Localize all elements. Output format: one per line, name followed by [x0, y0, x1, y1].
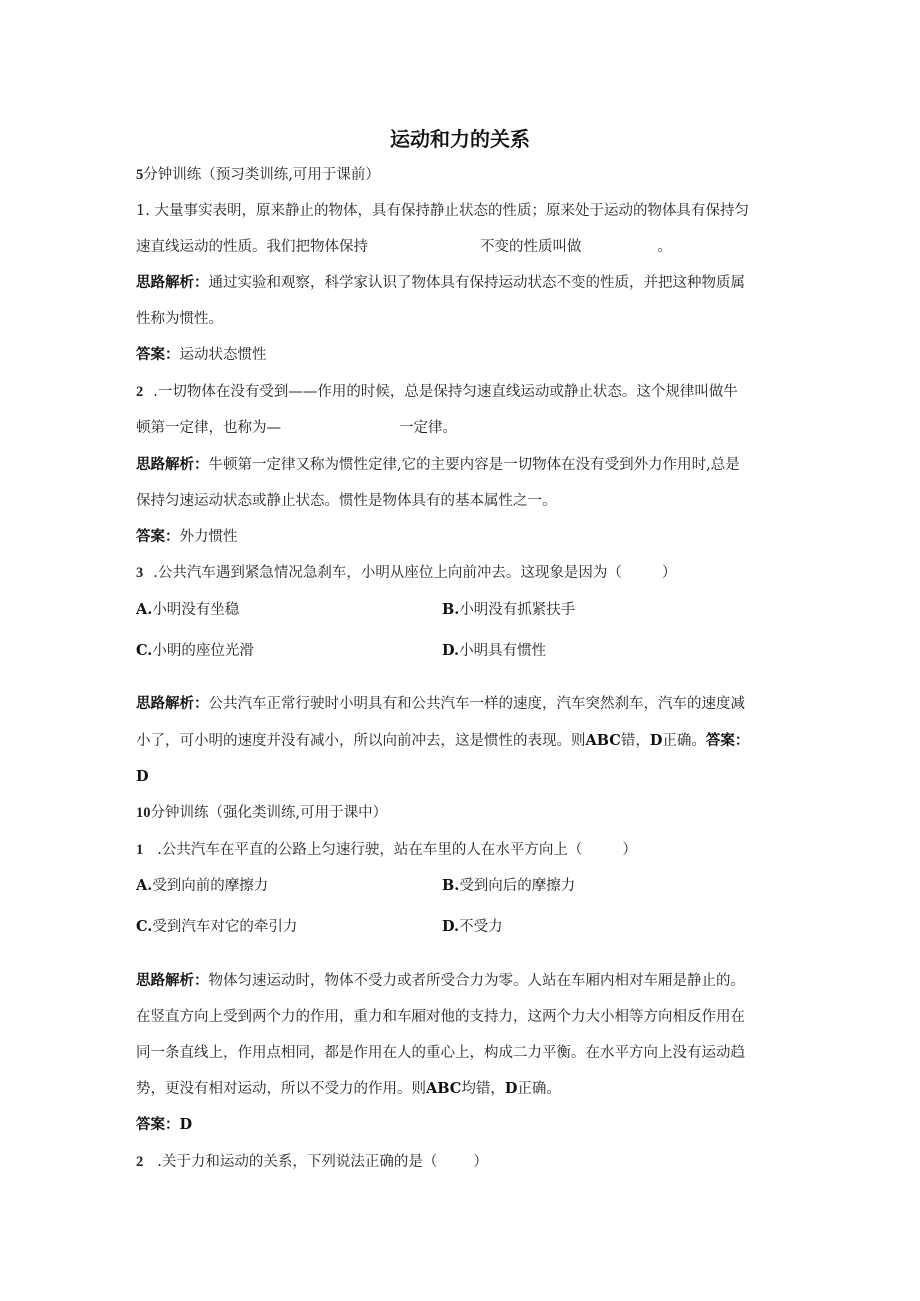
- option-text: 受到向后的摩擦力: [459, 878, 576, 894]
- answer-label: 答案：: [136, 528, 180, 545]
- option-text: 小明具有惯性: [459, 643, 547, 659]
- option-text: 受到向前的摩擦力: [152, 878, 269, 894]
- answer-label: 答案：: [136, 1116, 180, 1133]
- question-1-analysis-line-2: 性称为惯性。: [136, 311, 223, 327]
- option-text: 小明的座位光滑: [152, 643, 254, 659]
- option-letter: C.: [136, 642, 153, 659]
- answer-label: 答案：: [136, 346, 180, 363]
- question-1-text-a: 速直线运动的性质。我们把物体保持: [136, 239, 368, 255]
- question-4-answer: [136, 1115, 192, 1135]
- question-2-answer: [136, 527, 238, 547]
- question-2-text-b: 一定律。: [399, 420, 457, 436]
- question-3-option-d: [442, 641, 546, 661]
- option-ref: D: [504, 1080, 518, 1097]
- option-ref: ABC: [585, 732, 621, 749]
- question-number: 2: [136, 384, 144, 400]
- question-5-stem: [136, 1152, 488, 1172]
- section-label: 分钟训练（强化类训练,可用于课中）: [150, 805, 388, 821]
- option-ref: D: [649, 732, 663, 749]
- question-2-text: .一切物体在没有受到——作用的时候，总是保持匀速直线运动或静止状态。这个规律叫做牛: [153, 384, 738, 400]
- question-1-line-2: [136, 237, 672, 257]
- question-4-analysis-line-4: [136, 1079, 561, 1099]
- section-header-5min: [136, 165, 380, 185]
- option-text: 受到汽车对它的牵引力: [152, 919, 298, 935]
- option-letter: B.: [442, 877, 460, 894]
- analysis-text: 错，: [620, 733, 650, 749]
- bracket-close: ）: [622, 842, 637, 858]
- question-1-text-c: 。: [657, 239, 672, 255]
- option-text: 小明没有抓紧扶手: [459, 602, 576, 618]
- option-letter: C.: [136, 918, 153, 935]
- analysis-text: 牛顿第一定律又称为惯性定律,它的主要内容是一切物体在没有受到外力作用时,总是: [208, 457, 740, 473]
- option-letter: D.: [442, 642, 460, 659]
- question-3-stem: [136, 563, 676, 583]
- analysis-text: 均错，: [461, 1081, 505, 1097]
- question-4-option-d: [442, 917, 503, 937]
- question-2-analysis-line-1: [136, 455, 740, 475]
- option-text: 小明没有坐稳: [152, 602, 240, 618]
- analysis-text: 正确。: [517, 1081, 561, 1097]
- question-4-option-a: [136, 876, 268, 896]
- question-2-line-1: [136, 382, 738, 402]
- analysis-label: 思路解析：: [136, 972, 209, 989]
- option-letter: A.: [136, 601, 153, 618]
- answer-text: 外力惯性: [179, 529, 238, 545]
- analysis-label: 思路解析：: [136, 274, 209, 291]
- answer-text: 运动状态惯性: [179, 347, 267, 363]
- question-4-option-c: [136, 917, 297, 937]
- question-3-analysis-line-2: [136, 731, 749, 751]
- option-letter: B.: [442, 601, 460, 618]
- analysis-text: 小了，可小明的速度并没有减小，所以向前冲去，这是惯性的表现。则: [136, 733, 586, 749]
- section-label: 分钟训练（预习类训练,可用于课前）: [143, 167, 380, 183]
- question-3-option-c: [136, 641, 254, 661]
- question-number: 1: [136, 842, 144, 858]
- analysis-text: 通过实验和观察，科学家认识了物体具有保持运动状态不变的性质，并把这种物质属: [208, 275, 745, 291]
- bracket-close: ）: [661, 565, 677, 581]
- option-ref: ABC: [426, 1080, 462, 1097]
- question-4-analysis-line-1: [136, 971, 745, 991]
- question-2-line-2: [136, 418, 457, 438]
- analysis-text: 势，更没有相对运动，所以不受力的作用。则: [136, 1081, 426, 1097]
- question-2-text-a: 顿第一定律，也称为—: [136, 420, 281, 436]
- question-number: 2: [136, 1154, 144, 1170]
- section-number: 5: [136, 167, 144, 183]
- analysis-text: 公共汽车正常行驶时小明具有和公共汽车一样的速度，汽车突然刹车，汽车的速度减: [208, 696, 745, 712]
- question-1-analysis-line-1: [136, 273, 745, 293]
- document-title: 运动和力的关系: [390, 127, 530, 151]
- answer-label: 答案：: [705, 732, 750, 749]
- question-4-option-b: [442, 876, 575, 896]
- answer-text: D: [179, 1116, 193, 1133]
- question-2-analysis-line-2: 保持匀速运动状态或静止状态。惯性是物体具有的基本属性之一。: [136, 493, 557, 509]
- question-1-text-b: 不变的性质叫做: [480, 239, 582, 255]
- question-5-text: .关于力和运动的关系，下列说法正确的是（: [157, 1154, 438, 1170]
- analysis-label: 思路解析：: [136, 695, 209, 712]
- analysis-text: 正确。: [662, 733, 706, 749]
- section-header-10min: [136, 803, 387, 823]
- question-4-analysis-line-3: 同一条直线上，作用点相同，都是作用在人的重心上，构成二力平衡。在水平方向上没有运动趋: [136, 1045, 745, 1061]
- question-number: 3: [136, 565, 144, 581]
- question-3-text: .公共汽车遇到紧急情况急刹车，小明从座位上向前冲去。这现象是因为（: [153, 565, 622, 581]
- analysis-text: 物体匀速运动时，物体不受力或者所受合力为零。人站在车厢内相对车厢是静止的。: [208, 973, 745, 989]
- question-3-option-b: [442, 600, 575, 620]
- question-1-answer: [136, 345, 267, 365]
- question-3-answer: D: [136, 768, 149, 785]
- analysis-label: 思路解析：: [136, 456, 209, 473]
- option-text: 不受力: [459, 919, 503, 935]
- question-4-analysis-line-2: 在竖直方向上受到两个力的作用，重力和车厢对他的支持力，这两个力大小相等方向相反作用在: [136, 1009, 745, 1025]
- section-number: 10: [136, 805, 151, 821]
- option-letter: A.: [136, 877, 153, 894]
- question-4-stem: [136, 840, 637, 860]
- option-letter: D.: [442, 918, 460, 935]
- question-1-line-1: 1. 大量事实表明，原来静止的物体，具有保持静止状态的性质；原来处于运动的物体具有保持匀: [136, 203, 749, 219]
- bracket-close: ）: [473, 1154, 488, 1170]
- question-4-text: .公共汽车在平直的公路上匀速行驶，站在车里的人在水平方向上（: [157, 842, 583, 858]
- question-3-option-a: [136, 600, 239, 620]
- question-3-analysis-line-1: [136, 694, 745, 714]
